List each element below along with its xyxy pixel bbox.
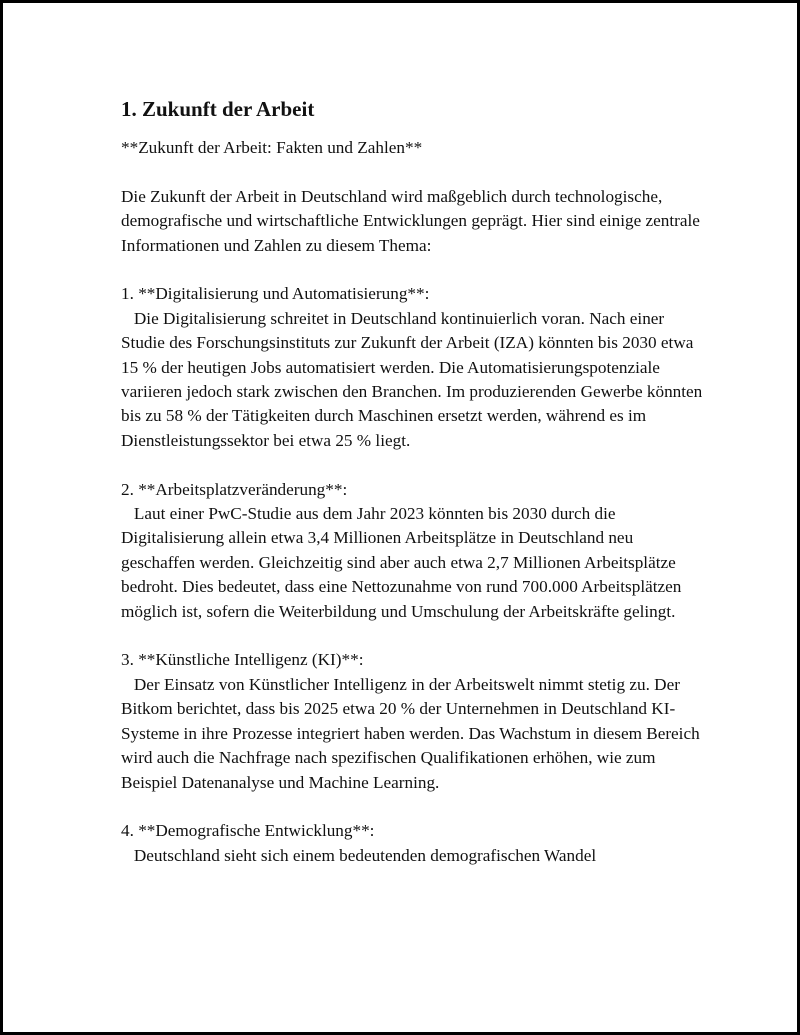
- section-title: 4. **Demografische Entwicklung**:: [121, 821, 375, 841]
- section-body: Laut einer PwC-Studie aus dem Jahr 2023 könnten bis 2030 durch die Digitalisierung allein etwa 3,4 Millionen Arbeitsplätze in Deutschland neu geschaffen werden. Gleichzeitig sind aber auch etwa 2,7 Millionen Arbeitsplätze bedroht. Dies bedeutet, dass eine Nettozunahme von rund 700.000 Arbeitsplätzen möglich ist, sofern die Weiterbildung und Umschulung der Arbeitskräfte gelingt.: [121, 504, 686, 621]
- section-body: Der Einsatz von Künstlicher Intelligenz in der Arbeitswelt nimmt stetig zu. Der Bitkom berichtet, dass bis 2025 etwa 20 % der Unternehmen in Deutschland KI-Systeme in ihre Prozesse integriert haben werden. Das Wachstum in diesem Bereich wird auch die Nachfrage nach spezifischen Qualifikationen erhöhen, wie zum Beispiel Datenanalyse und Machine Learning.: [121, 674, 704, 792]
- section-body: Die Digitalisierung schreitet in Deutschland kontinuierlich voran. Nach einer Studie des Forschungsinstituts zur Zukunft der Arbeit (IZA) könnten bis 2030 etwa 15 % der heutigen Jobs automatisiert werden. Die Automatisierungspotenziale variieren jedoch stark zwischen den Branchen. Im produzierenden Gewerbe könnten bis zu 58 % der Tätigkeiten durch Maschinen ersetzt werden, während es im Dienstleistungssektor bei etwa 25 % liegt.: [121, 308, 707, 450]
- intro-paragraph: Die Zukunft der Arbeit in Deutschland wird maßgeblich durch technologische, demografische und wirtschaftliche Entwicklungen geprägt. Hier sind einige zentrale Informationen und Zahlen zu diesem Thema:: [121, 186, 705, 255]
- section-title: 2. **Arbeitsplatzveränderung**:: [121, 479, 348, 499]
- document-content: [121, 96, 711, 868]
- section-title: 1. **Digitalisierung und Automatisierung**:: [121, 284, 430, 304]
- paragraph-gap: [121, 160, 711, 184]
- paragraph-gap: [121, 795, 711, 819]
- section-title: 3. **Künstliche Intelligenz (KI)**:: [121, 650, 364, 670]
- section-body: Deutschland sieht sich einem bedeutenden demografischen Wandel: [121, 845, 597, 865]
- paragraph-gap: [121, 624, 711, 648]
- document-heading: 1. Zukunft der Arbeit: [121, 97, 315, 121]
- paragraph-gap: [121, 453, 711, 477]
- paragraph-gap: [121, 258, 711, 282]
- document-subtitle: **Zukunft der Arbeit: Fakten und Zahlen**: [121, 138, 423, 157]
